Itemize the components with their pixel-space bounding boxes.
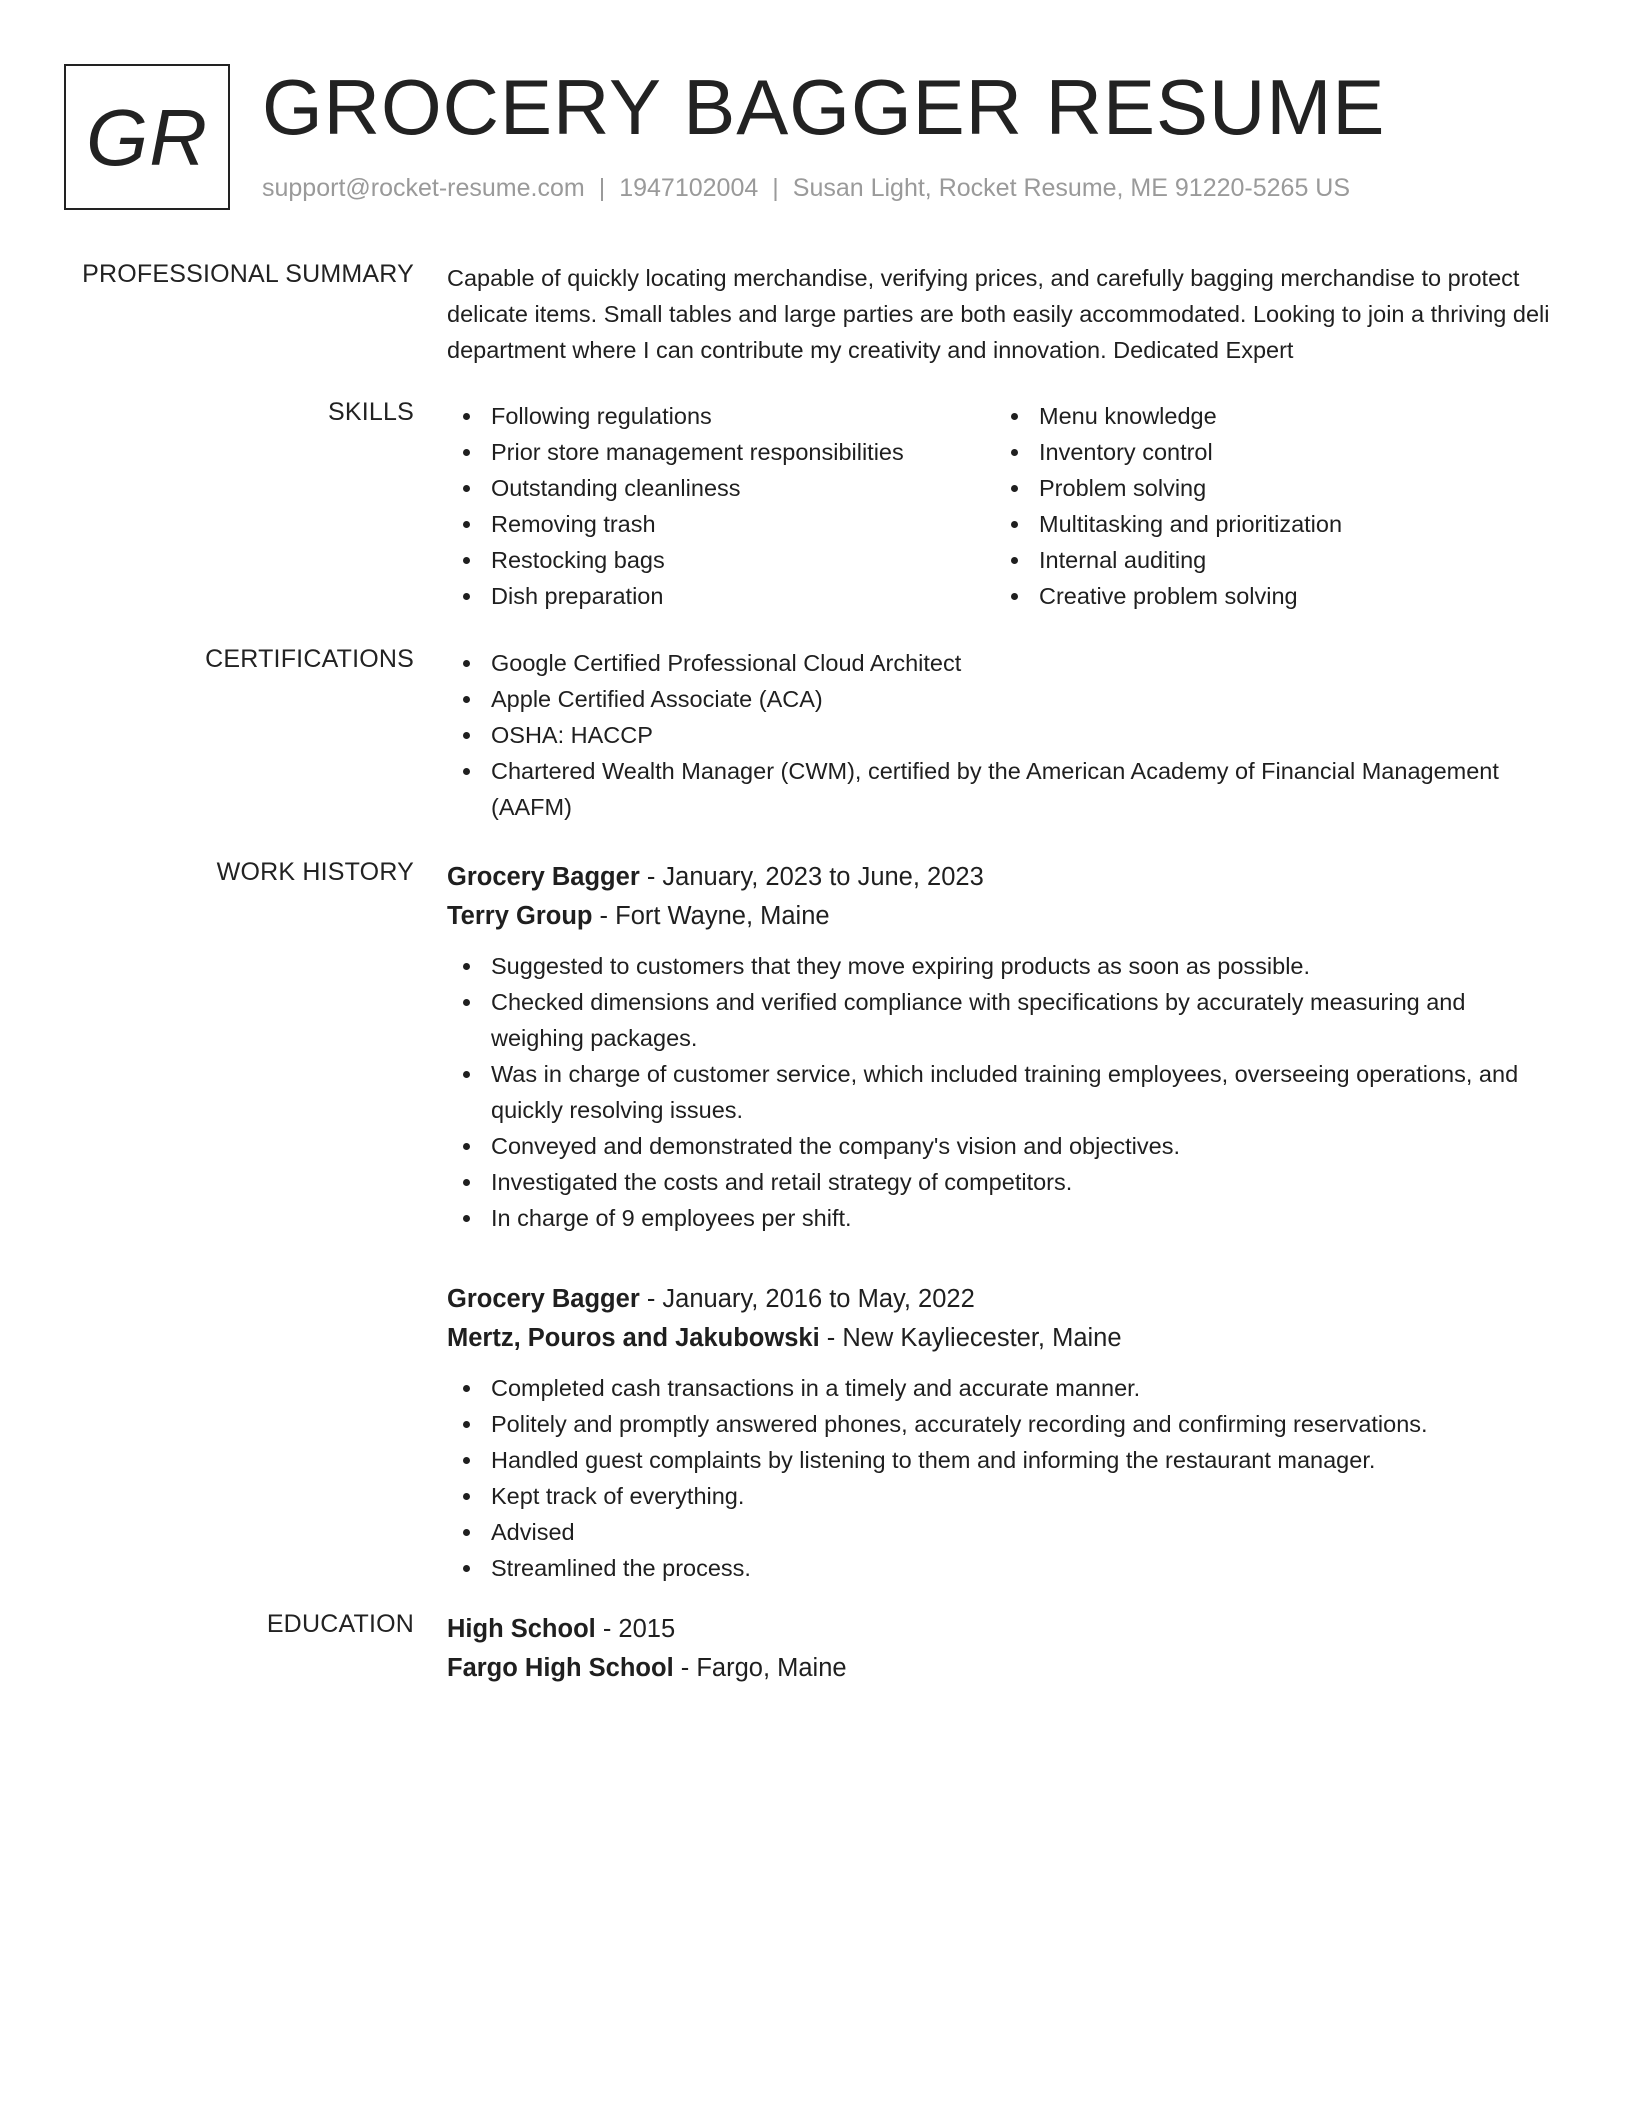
certification-item: OSHA: HACCP [447,717,1557,753]
contact-phone: 1947102004 [619,174,759,202]
section-label-skills: SKILLS [328,398,414,426]
job-duty: Was in charge of customer service, which included training employees, overseeing operations, and quickly resolving issues. [447,1056,1557,1128]
job-duty: Conveyed and demonstrated the company's vision and objectives. [447,1128,1557,1164]
resume-title: GROCERY BAGGER RESUME [262,63,1386,151]
job-title: Grocery Bagger [447,1285,640,1313]
contact-line [262,174,1350,203]
job-title-line [447,858,1557,897]
job-dates: - January, 2023 to June, 2023 [639,863,984,891]
job-duty: Suggested to customers that they move expiring products as soon as possible. [447,948,1557,984]
contact-separator: | [772,174,779,202]
skill-item: Internal auditing [995,542,1555,578]
education-body [447,1610,1557,1688]
job-title-line [447,1280,1557,1319]
job-duties-list [447,1370,1557,1586]
section-label-summary: PROFESSIONAL SUMMARY [82,260,414,288]
job-duty: Completed cash transactions in a timely and accurate manner. [447,1370,1557,1406]
skills-section [64,398,1568,618]
work-history-section [64,858,1568,1581]
job-entry [447,858,1557,1236]
job-duty: In charge of 9 employees per shift. [447,1200,1557,1236]
skill-item: Menu knowledge [995,398,1555,434]
certification-item: Google Certified Professional Cloud Architect [447,645,1557,681]
resume-header [64,64,1568,210]
monogram-initials: GR [86,93,208,182]
job-title: Grocery Bagger [447,863,640,891]
skill-item: Dish preparation [447,578,1007,614]
education-degree-line [447,1610,1557,1649]
job-company: Terry Group [447,902,593,930]
skill-item: Creative problem solving [995,578,1555,614]
skill-item: Following regulations [447,398,1007,434]
job-duty: Handled guest complaints by listening to them and informing the restaurant manager. [447,1442,1557,1478]
skill-item: Prior store management responsibilities [447,434,1007,470]
skill-item: Inventory control [995,434,1555,470]
monogram-box [64,64,230,210]
education-school: Fargo High School [447,1654,674,1682]
job-company: Mertz, Pouros and Jakubowski [447,1324,820,1352]
skill-item: Problem solving [995,470,1555,506]
job-duty: Streamlined the process. [447,1550,1557,1586]
skill-item: Restocking bags [447,542,1007,578]
job-duty: Investigated the costs and retail strategy of competitors. [447,1164,1557,1200]
work-history-body [447,858,1557,1630]
job-duty: Politely and promptly answered phones, accurately recording and confirming reservations. [447,1406,1557,1442]
section-label-education: EDUCATION [266,1610,414,1638]
certification-item: Apple Certified Associate (ACA) [447,681,1557,717]
job-company-line [447,897,1557,936]
education-location: - Fargo, Maine [673,1654,847,1682]
job-company-line [447,1319,1557,1358]
job-duties-list [447,948,1557,1236]
skills-list-right [995,398,1555,614]
summary-text: Capable of quickly locating merchandise, verifying prices, and carefully bagging merchandise to protect delicate items. Small tables and large parties are both easily accommodated. Looking to join a thriving deli department where I can contribute my creativity and innovation. Dedicated Expert [447,265,1550,363]
section-label-work-history: WORK HISTORY [216,858,414,886]
education-degree: High School [447,1615,596,1643]
education-year: - 2015 [595,1615,676,1643]
contact-email: support@rocket-resume.com [262,174,585,202]
summary-section [64,260,1568,370]
job-duty: Advised [447,1514,1557,1550]
section-label-certifications: CERTIFICATIONS [205,645,414,673]
job-duty: Kept track of everything. [447,1478,1557,1514]
skill-item: Outstanding cleanliness [447,470,1007,506]
contact-separator: | [598,174,606,202]
education-school-line [447,1649,1557,1688]
skill-item: Multitasking and prioritization [995,506,1555,542]
job-location: - Fort Wayne, Maine [592,902,830,930]
certifications-list [447,645,1557,825]
contact-address: Susan Light, Rocket Resume, ME 91220-5265 US [792,174,1351,202]
education-section [64,1610,1568,1700]
skill-item: Removing trash [447,506,1007,542]
job-entry [447,1280,1557,1586]
certification-item: Chartered Wealth Manager (CWM), certified by the American Academy of Financial Management (AAFM) [447,753,1557,825]
job-duty: Checked dimensions and verified compliance with specifications by accurately measuring and weighing packages. [447,984,1557,1056]
job-dates: - January, 2016 to May, 2022 [639,1285,975,1313]
skills-list-left [447,398,1007,614]
certifications-section [64,645,1568,825]
job-location: - New Kayliecester, Maine [819,1324,1122,1352]
